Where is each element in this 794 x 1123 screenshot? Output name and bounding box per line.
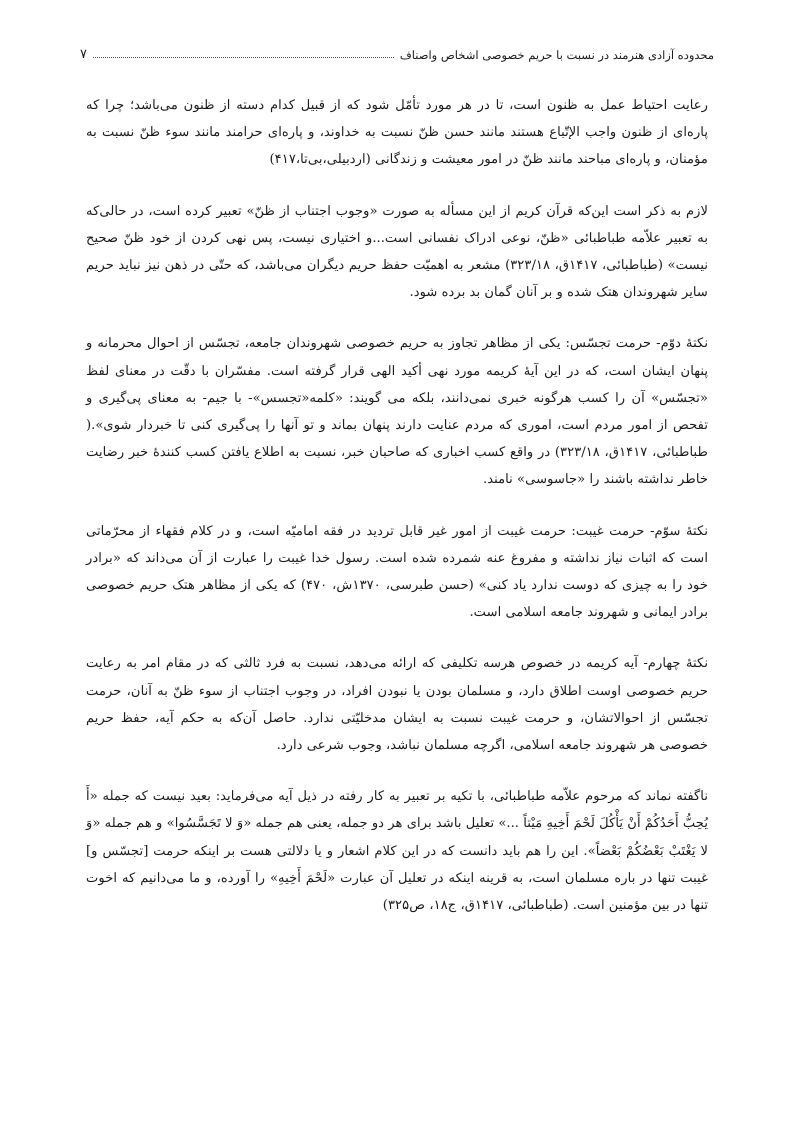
header-dot-leader — [93, 56, 394, 58]
paragraph-point-four: نکتۀ چهارم- آیه کریمه در خصوص هرسه تکلیفی که ارائه می‌دهد، نسبت به فرد ثالثی که در مقام امر به رعایت حریم خصوصی اوست اطلاق دارد، و مسلمان بودن یا نبودن افراد، در وجوب اجتناب از سوء ظنّ به آنان، حرمت تجسّس از احوالاتشان، و حرمت غیبت نسبت به ایشان مدخلیّتی ندارد. حاصل آن‌که به حکم آیه، حفظ حریم خصوصی هر شهروند جامعه اسلامی، اگرچه مسلمان نباشد، وجوب شرعی دارد. — [86, 656, 708, 754]
running-header — [80, 40, 714, 62]
paragraph-point-two-spying: نکتۀ دوّم- حرمت تجسّس: یکی از مظاهر تجاوز به حریم خصوصی شهروندان جامعه، تجسّس از احوال محرمانه و پنهان ایشان است، که در این آیۀ کریمه مورد نهی أکید الهی قرار گرفته است. مفسّران با دقّت در معنای لفظ «تجسّس» آن را کسب هرگونه خبری نمی‌دانند، بلکه می گویند: «کلمه«تجسس»- با جیم- به معنای پی‌گیری و تفحص از امور مردم است، اموری که مردم عنایت دارند پنهان بماند و تو آنها را پی‌گیری کنی تا خبردار شوی».( طباطبائی، ۱۴۱۷ق، ۳۲۳/۱۸) در واقع کسب اخباری که صاحبان خبر، نسبت به اطلاع یافتن کسب کنندۀ خبر رضایت خاطر نداشته باشند را «جاسوسی» نامند. — [86, 336, 708, 488]
body-text — [86, 92, 708, 943]
paragraph-suspicion-continued: رعایت احتیاط عمل به ظنون است، تا در هر مورد تأمّل شود که از قبیل کدام دسته از ظنون می‌باشد؛ چرا که پاره‌ای از ظنون واجب الإتّباع هستند مانند حسن ظنّ نسبت به خداوند، و پاره‌ای حرامند مانند سوء ظنّ نسبت به مؤمنان، و پاره‌ای مباحند مانند ظنّ در امور معیشت و زندگانی (اردبیلی،بی‌تا،۴۱۷) — [86, 98, 708, 168]
paragraph-tabatabai-commentary: ناگفته نماند که مرحوم علاّمه طباطبائی، با تکیه بر تعبیر به کار رفته در ذیل آیه می‌فرماید: بعید نیست که جمله «أَ يُحِبُّ أَحَدُكُمْ أَنْ يَأْكُلَ لَحْمَ أَخِيهِ مَيْتاً ...» تعلیل باشد برای هر دو جمله، یعنی هم جمله «وَ لا تَجَسَّسُوا» و هم جمله «وَ لا يَغْتَبْ بَعْضُكُمْ بَعْضاً». این را هم باید دانست که در این کلام اشعار و یا دلالتی هست بر اینکه حرمت [تجسّس و] غیبت تنها در باره مسلمان است، به قرینه اینکه در تعلیل آن عبارت «لَحْمَ أَخِيهِ» را آورده، و ما می‌دانیم که اخوت تنها در بین مؤمنین است. (طباطبائی، ۱۴۱۷ق، ج۱۸، ص۳۲۵) — [86, 789, 708, 914]
running-title: محدوده آزادی هنرمند در نسبت با حریم خصوصی اشخاص واصناف — [399, 48, 714, 62]
paragraph-point-three-backbiting: نکتۀ سوّم- حرمت غیبت: حرمت غیبت از امور غیر قابل تردید در فقه امامیّه است، و در کلام فقهاء از محرّماتی است که اثبات نیاز نداشته و مفروغ عنه شمرده شده است. رسول خدا غیبت را عبارت از آن می‌داند که «برادر خود را به چیزی که دوست ندارد یاد کنی» (حسن طبرسی، ۱۳۷۰ش، ۴۷۰) که یکی از مظاهر هتک حریم خصوصی برادر ایمانی و شهروند جامعه اسلامی است. — [86, 523, 708, 621]
paragraph-avoiding-suspicion: لازم به ذکر است این‌که قرآن کریم از این مسأله به صورت «وجوب اجتناب از ظنّ» تعبیر کرده است، در حالی‌که به تعبیر علاّمه طباطبائی «ظنّ، نوعی ادراک نفسانی است...و اختیاری نیست، پس نهی کردن از خود ظنّ صحیح نیست» (طباطبائی، ۱۴۱۷ق، ۳۲۳/۱۸) مشعر به اهمیّت حفظ حریم دیگران می‌باشد، که حتّی در ذهن نیز نباید حریم سایر شهروندان هتک شده و بر آنان گمان بد برده شود. — [86, 203, 708, 301]
page-number: ۷ — [80, 47, 87, 62]
